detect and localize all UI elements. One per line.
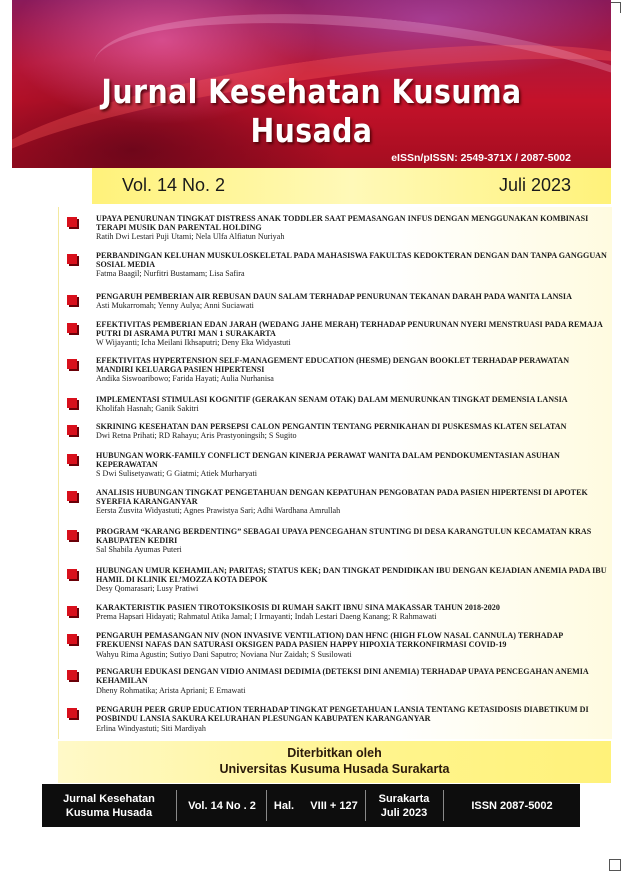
- crop-mark-top-right: [610, 2, 621, 13]
- red-square-bullet-icon: [67, 295, 77, 305]
- info-volume: Vol. 14 No . 2: [188, 799, 256, 812]
- info-journal-line1: Jurnal Kesehatan: [63, 792, 155, 805]
- cover-banner: [12, 0, 611, 168]
- volume-band: [92, 168, 611, 204]
- info-journal-name: [42, 784, 176, 827]
- journal-title: Jurnal Kesehatan Kusuma Husada: [101, 72, 522, 150]
- article-authors: Eersta Zusvita Widyastuti; Agnes Prawistya Sari; Adhi Wardhana Amrullah: [96, 506, 341, 515]
- article-title: PENGARUH PEMASANGAN NIV (NON INVASIVE VENTILATION) DAN HFNC (HIGH FLOW NASAL CANNULA) TERHADAP FREKUENSI NAFAS DAN SATURASI OKSIGEN PADA PASIEN HAPPY HIPOXIA TERKONFIRMASI COVID-19: [96, 631, 563, 650]
- article-title: ANALISIS HUBUNGAN TINGKAT PENGETAHUAN DENGAN KEPATUHAN PENGOBATAN PADA PASIEN HIPERTENSI DI APOTEK SYERFIA KARANGANYAR: [96, 488, 588, 507]
- article-authors: Asti Mukarromah; Yenny Aulya; Anni Suciawati: [96, 301, 254, 310]
- article-authors: S Dwi Sulisetyawati; G Giatmi; Atiek Murharyati: [96, 469, 257, 478]
- red-square-bullet-icon: [67, 491, 77, 501]
- publisher-name: Universitas Kusuma Husada Surakarta: [219, 762, 450, 776]
- article-title: PENGARUH PEER GRUP EDUCATION TERHADAP TINGKAT PENGETAHUAN LANSIA TENTANG KETASIDOSIS DIABETIKUM DI POSBINDU LANSIA SAKURA KELURAHAN PLESUNGAN KABUPATEN KARANGANYAR: [96, 705, 589, 724]
- article-title: PROGRAM “KARANG BERDENTING” SEBAGAI UPAYA PENCEGAHAN STUNTING DI DESA KARANGTULUN KECAMATAN KRAS KABUPATEN KEDIRI: [96, 527, 592, 546]
- publisher-block: [58, 741, 611, 783]
- article-authors: Wahyu Rima Agustin; Sutiyo Dani Saputro; Noviana Nur Zaidah; S Susilowati: [96, 650, 352, 659]
- article-authors: Sal Shabila Ayumas Puteri: [96, 545, 182, 554]
- red-square-bullet-icon: [67, 606, 77, 616]
- red-square-bullet-icon: [67, 634, 77, 644]
- article-title: PENGARUH PEMBERIAN AIR REBUSAN DAUN SALAM TERHADAP PENURUNAN TEKANAN DARAH PADA WANITA LANSIA: [96, 292, 572, 301]
- red-square-bullet-icon: [67, 425, 77, 435]
- crop-mark-bottom-right: [609, 859, 621, 871]
- article-authors: Dheny Rohmatika; Arista Apriani; E Ernawati: [96, 686, 246, 695]
- info-pages-value: VIII + 127: [310, 799, 358, 812]
- article-authors: Desy Qomarasari; Lusy Pratiwi: [96, 584, 199, 593]
- article-authors: W Wijayanti; Icha Meilani Ikhsaputri; Deny Eka Widyastuti: [96, 338, 291, 347]
- article-title: SKRINING KESEHATAN DAN PERSEPSI CALON PENGANTIN TENTANG PERNIKAHAN DI PUSKESMAS KLATEN SELATAN: [96, 422, 567, 431]
- article-authors: Dwi Retna Prihati; RD Rahayu; Aris Prastyoningsih; S Sugito: [96, 431, 297, 440]
- info-pages-label: Hal.: [273, 799, 295, 812]
- article-authors: Prema Hapsari Hidayati; Rahmatul Atika Jamal; I Irmayanti; Indah Lestari Daeng Kanang; R Rahmawati: [96, 612, 437, 621]
- issue-date: Juli 2023: [498, 175, 571, 195]
- article-authors: Andika Siswoaribowo; Farida Hayati; Aulia Nurhanisa: [96, 374, 274, 383]
- article-title: PERBANDINGAN KELUHAN MUSKULOSKELETAL PADA MAHASISWA FAKULTAS KEDOKTERAN DENGAN DAN TANPA GANGGUAN SOSIAL MEDIA: [96, 251, 607, 270]
- issn-label: eISSn/pISSN: 2549-371X / 2087-5002: [391, 152, 571, 164]
- article-title: PENGARUH EDUKASI DENGAN VIDIO ANIMASI DEDIMIA (DETEKSI DINI ANEMIA) TERHADAP UPAYA PENCEGAHAN ANEMIA KEHAMILAN: [96, 667, 589, 686]
- journal-info-bar: [42, 784, 580, 827]
- info-date: Juli 2023: [380, 806, 428, 819]
- red-square-bullet-icon: [67, 323, 77, 333]
- article-authors: Ratih Dwi Lestari Puji Utami; Nela Ulfa Alfiatun Nuriyah: [96, 232, 285, 241]
- article-title: EFEKTIVITAS PEMBERIAN EDAN JARAH (WEDANG JAHE MERAH) TERHADAP PENURUNAN NYERI MENSTRUASI PADA REMAJA PUTRI DI ASRAMA PUTRI MAN 1 SURAKARTA: [96, 320, 603, 339]
- red-square-bullet-icon: [67, 217, 77, 227]
- article-authors: Erlina Windyastuti; Siti Mardiyah: [96, 724, 206, 733]
- divider: [176, 790, 177, 821]
- table-of-contents: [58, 207, 612, 739]
- info-place-date: [366, 784, 442, 827]
- info-city: Surakarta: [378, 792, 430, 805]
- red-square-bullet-icon: [67, 569, 77, 579]
- article-title: IMPLEMENTASI STIMULASI KOGNITIF (GERAKAN SENAM OTAK) DALAM MENURUNKAN TINGKAT DEMENSIA LANSIA: [96, 395, 568, 404]
- red-square-bullet-icon: [67, 359, 77, 369]
- red-square-bullet-icon: [67, 530, 77, 540]
- red-square-bullet-icon: [67, 670, 77, 680]
- article-title: EFEKTIVITAS HYPERTENSION SELF-MANAGEMENT EDUCATION (HESME) DENGAN BOOKLET TERHADAP PERAWATAN MANDIRI KELUARGA PASIEN HIPERTENSI: [96, 356, 570, 375]
- publisher-label: Diterbitkan oleh: [287, 746, 382, 760]
- info-issn: ISSN 2087-5002: [471, 799, 553, 812]
- article-title: HUBUNGAN WORK-FAMILY CONFLICT DENGAN KINERJA PERAWAT WANITA DALAM PENDOKUMENTASIAN ASUHAN KEPERAWATAN: [96, 451, 560, 470]
- red-square-bullet-icon: [67, 454, 77, 464]
- article-authors: Kholifah Hasnah; Ganik Sakitri: [96, 404, 199, 413]
- article-title: HUBUNGAN UMUR KEHAMILAN; PARITAS; STATUS KEK; DAN TINGKAT PENDIDIKAN IBU DENGAN KEJADIAN ANEMIA PADA IBU HAMIL DI KLINIK EL’MOZZA KOTA DEPOK: [96, 566, 607, 585]
- article-title: UPAYA PENURUNAN TINGKAT DISTRESS ANAK TODDLER SAAT PEMASANGAN INFUS DENGAN MENGGUNAKAN KOMBINASI TERAPI MUSIK DAN PARENTAL HOLDING: [96, 214, 589, 233]
- article-authors: Fatma Baagil; Nurfitri Bustamam; Lisa Safira: [96, 269, 245, 278]
- red-square-bullet-icon: [67, 708, 77, 718]
- info-journal-line2: Kusuma Husada: [65, 806, 153, 819]
- red-square-bullet-icon: [67, 254, 77, 264]
- article-title: KARAKTERISTIK PASIEN TIROTOKSIKOSIS DI RUMAH SAKIT IBNU SINA MAKASSAR TAHUN 2018-2020: [96, 603, 500, 612]
- volume-number: Vol. 14 No. 2: [122, 175, 226, 195]
- red-square-bullet-icon: [67, 398, 77, 408]
